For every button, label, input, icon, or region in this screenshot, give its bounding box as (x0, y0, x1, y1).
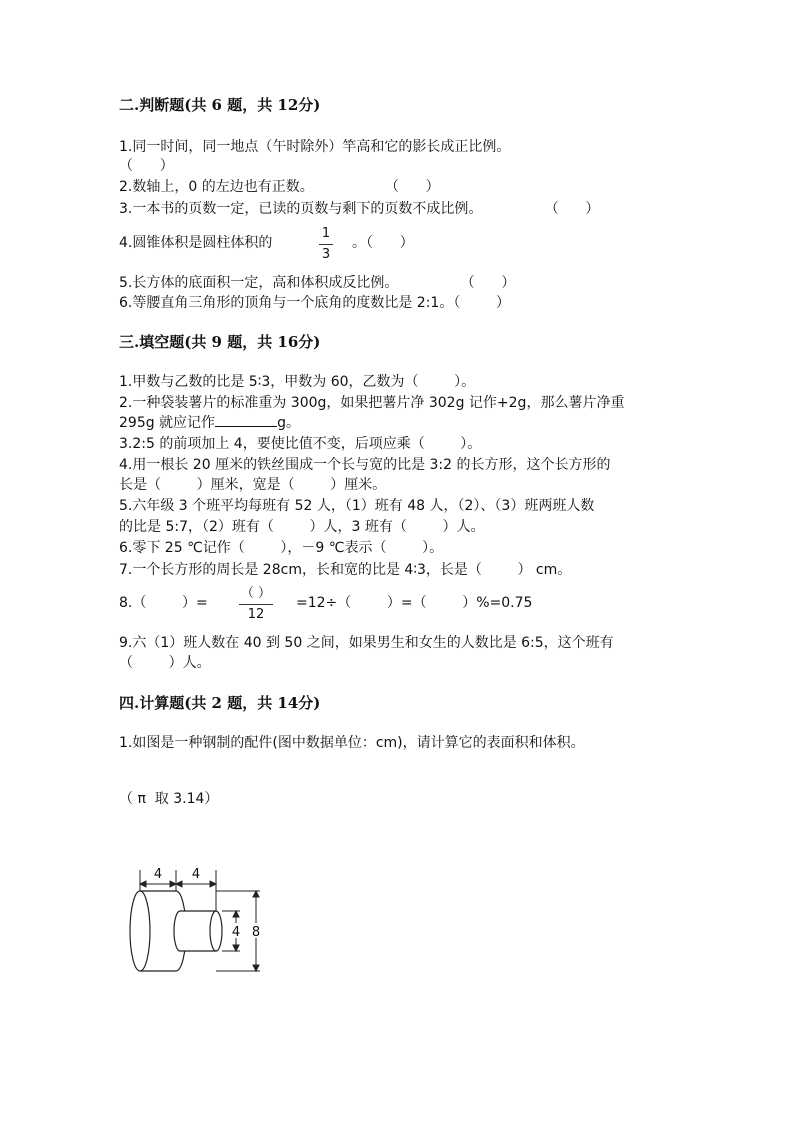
fraction-denominator: 3 (321, 247, 331, 262)
fill-question-5-continued: 的比是 5:7，（2）班有（ ）人，3 班有（ ）人。 (119, 519, 485, 535)
section-heading-fill: 三.填空题(共 9 题，共 16分) (119, 333, 321, 351)
arrow-head (140, 881, 146, 887)
fill-question-9: 9.六（1）班人数在 40 到 50 之间，如果男生和女生的人数比是 6:5，这个班有 (119, 635, 614, 651)
judge-question-4-fraction (319, 226, 333, 263)
section-heading-calc: 四.计算题(共 2 题，共 14分) (119, 694, 321, 712)
judge-question-6: 6.等腰直角三角形的顶角与一个底角的度数比是 2:1。（ ） (119, 295, 510, 311)
fill-question-2-unit: g。 (277, 415, 300, 431)
arrow-head (233, 911, 239, 917)
arrow-head (253, 965, 259, 971)
fill-question-2: 2.一种袋装薯片的标准重为 300g，如果把薯片净 302g 记作+2g，那么薯片净重 (119, 395, 625, 411)
calc-question-1: 1.如图是一种钢制的配件(图中数据单位：cm)，请计算它的表面积和体积。 (119, 735, 585, 751)
answer-blank-line (215, 414, 277, 427)
fill-question-8-fraction (239, 586, 273, 623)
calc-question-1-note: （ π 取 3.14） (119, 791, 219, 807)
arrow-head (233, 945, 239, 951)
fill-question-3: 3.2:5 的前项加上 4，要使比值不变，后项应乘（ ）。 (119, 436, 482, 452)
fill-question-2-continued (119, 414, 300, 432)
judge-question-1-answer: （ ） (119, 158, 174, 174)
judge-question-2: 2.数轴上，0 的左边也有正数。 （ ） (119, 179, 440, 195)
shaft-end-face (210, 911, 222, 951)
fill-question-9-continued: （ ）人。 (119, 655, 211, 671)
fill-question-8-continued: =12÷（ ）=（ ）%=0.75 (296, 595, 533, 611)
arrow-head (210, 881, 216, 887)
judge-question-3: 3.一本书的页数一定，已读的页数与剩下的页数不成比例。 （ ） (119, 201, 600, 217)
fill-question-4: 4.用一根长 20 厘米的铁丝围成一个长与宽的比是 3:2 的长方形，这个长方形的 (119, 457, 611, 473)
judge-question-4-text: 4.圆锥体积是圆柱体积的 (119, 235, 273, 251)
fill-question-4-continued: 长是（ ）厘米，宽是（ ）厘米。 (119, 477, 387, 493)
fill-question-2-text: 295g 就应记作 (119, 415, 216, 431)
fraction-denominator: 12 (247, 607, 265, 622)
arrow-head (176, 881, 182, 887)
section-heading-judge: 二.判断题(共 6 题，共 12分) (119, 96, 321, 114)
judge-question-4-answer: 。（ ） (352, 235, 414, 251)
dim-label-right-width: 4 (191, 867, 201, 882)
fraction-numerator: 1 (321, 226, 331, 241)
large-cylinder-left-face (130, 891, 150, 971)
fill-question-7: 7.一个长方形的周长是 28cm，长和宽的比是 4∶3，长是（ ） cm。 (119, 562, 572, 578)
steel-part-figure (118, 858, 268, 978)
fraction-bar (239, 604, 273, 605)
dim-label-outer-diameter: 8 (251, 925, 261, 940)
arrow-head (253, 891, 259, 897)
fraction-numerator: （ ） (240, 586, 272, 601)
dim-label-left-width: 4 (153, 867, 163, 882)
fill-question-5: 5.六年级 3 个班平均每班有 52 人，（1）班有 48 人，（2）、（3）班两班人数 (119, 498, 595, 514)
fraction-bar (319, 244, 333, 245)
fill-question-6: 6.零下 25 ℃记作（ ），－9 ℃表示（ ）。 (119, 540, 444, 556)
fill-question-1: 1.甲数与乙数的比是 5∶3，甲数为 60，乙数为（ ）。 (119, 374, 476, 390)
fill-question-8-text: 8.（ ）= (119, 595, 208, 611)
dim-label-inner-diameter: 4 (231, 925, 241, 940)
judge-question-5: 5.长方体的底面积一定，高和体积成反比例。 （ ） (119, 275, 516, 291)
judge-question-1: 1.同一时间，同一地点（午时除外）竿高和它的影长成正比例。 (119, 139, 511, 155)
